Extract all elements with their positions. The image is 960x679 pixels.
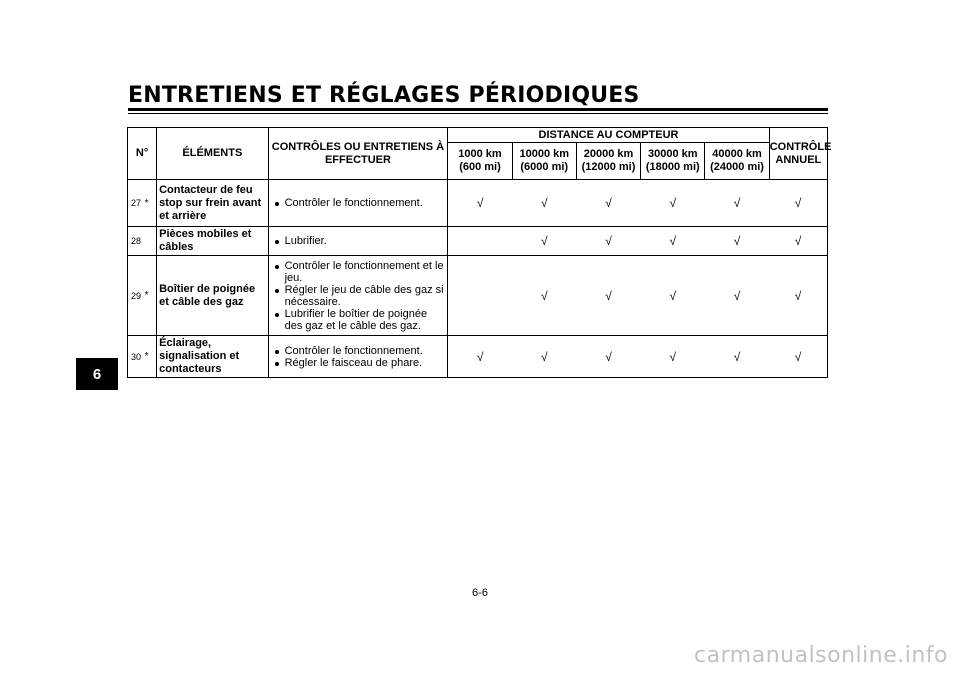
header-checks: CONTRÔLES OU ENTRETIENS À EFFECTUER (268, 128, 448, 180)
row-tick: √ (576, 227, 640, 256)
interval-km: 30000 km (648, 148, 698, 160)
row-number: 28 (128, 227, 145, 256)
interval-km: 20000 km (583, 148, 634, 160)
row-tick: √ (576, 180, 640, 227)
row-element: Éclairage, signalisation et contacteurs (157, 336, 268, 378)
row-tick (448, 227, 512, 256)
interval-km: 40000 km (712, 148, 762, 160)
table-row (128, 227, 828, 256)
interval-mi: (24000 mi) (710, 161, 764, 173)
check-item: Lubrifier le boîtier de poignée des gaz et le câble des gaz. (273, 308, 446, 332)
page-number: 6-6 (472, 587, 488, 599)
chapter-tab[interactable]: 6 (76, 358, 118, 390)
row-number: 30 (128, 336, 145, 378)
row-element: Boîtier de poignée et câble des gaz (157, 256, 268, 336)
check-list (273, 345, 446, 369)
header-distance: DISTANCE AU COMPTEUR (448, 128, 769, 143)
table-body (128, 180, 828, 378)
header-annual: CONTRÔLE ANNUEL (769, 128, 827, 180)
check-item: Contrôler le fonctionnement. (273, 197, 446, 209)
row-number: 27 (128, 180, 145, 227)
row-tick: √ (769, 256, 827, 336)
row-element: Pièces mobiles et câbles (157, 227, 268, 256)
interval-mi: (18000 mi) (645, 161, 700, 173)
row-tick: √ (512, 256, 576, 336)
row-tick: √ (769, 180, 827, 227)
check-list (273, 260, 446, 332)
row-star: * (145, 336, 157, 378)
header-interval (512, 143, 576, 180)
check-item: Régler le faisceau de phare. (273, 357, 446, 369)
row-tick: √ (576, 256, 640, 336)
header-elements: ÉLÉMENTS (157, 128, 268, 180)
row-checks (268, 336, 448, 378)
table-row (128, 180, 828, 227)
row-tick: √ (705, 180, 769, 227)
check-list (273, 197, 446, 209)
table-row (128, 256, 828, 336)
row-element: Contacteur de feu stop sur frein avant et arrière (157, 180, 268, 227)
maintenance-table (127, 127, 832, 378)
row-checks (268, 227, 448, 256)
row-tick: √ (512, 227, 576, 256)
interval-mi: (600 mi) (459, 161, 501, 173)
check-item: Lubrifier. (273, 235, 446, 247)
row-tick (448, 256, 512, 336)
row-checks (268, 256, 448, 336)
check-item: Contrôler le fonctionnement et le jeu. (273, 260, 446, 284)
row-tick: √ (641, 227, 705, 256)
row-tick: √ (641, 256, 705, 336)
interval-km: 1000 km (458, 148, 502, 160)
row-tick: √ (448, 180, 512, 227)
check-item: Contrôler le fonctionnement. (273, 345, 446, 357)
interval-mi: (6000 mi) (520, 161, 569, 173)
page-title: ENTRETIENS ET RÉGLAGES PÉRIODIQUES (128, 83, 640, 108)
header-interval (641, 143, 705, 180)
row-checks (268, 180, 448, 227)
interval-mi: (12000 mi) (581, 161, 636, 173)
title-rule-thick (128, 108, 828, 111)
row-number: 29 (128, 256, 145, 336)
row-tick: √ (705, 256, 769, 336)
row-tick: √ (641, 180, 705, 227)
row-tick: √ (769, 227, 827, 256)
row-tick: √ (705, 336, 769, 378)
row-tick: √ (576, 336, 640, 378)
check-item: Régler le jeu de câble des gaz si nécessaire. (273, 284, 446, 308)
row-tick: √ (641, 336, 705, 378)
header-interval (576, 143, 640, 180)
header-interval (448, 143, 512, 180)
table-row (128, 336, 828, 378)
row-tick: √ (512, 336, 576, 378)
row-tick: √ (705, 227, 769, 256)
row-tick: √ (769, 336, 827, 378)
row-tick: √ (448, 336, 512, 378)
header-num: N° (128, 128, 157, 180)
row-star: * (145, 180, 157, 227)
row-star: * (145, 256, 157, 336)
watermark: carmanualsonline.info (694, 643, 948, 668)
header-interval (705, 143, 769, 180)
row-tick: √ (512, 180, 576, 227)
row-star (145, 227, 157, 256)
title-rule-thin (128, 113, 828, 114)
check-list (273, 235, 446, 247)
interval-km: 10000 km (519, 148, 570, 160)
